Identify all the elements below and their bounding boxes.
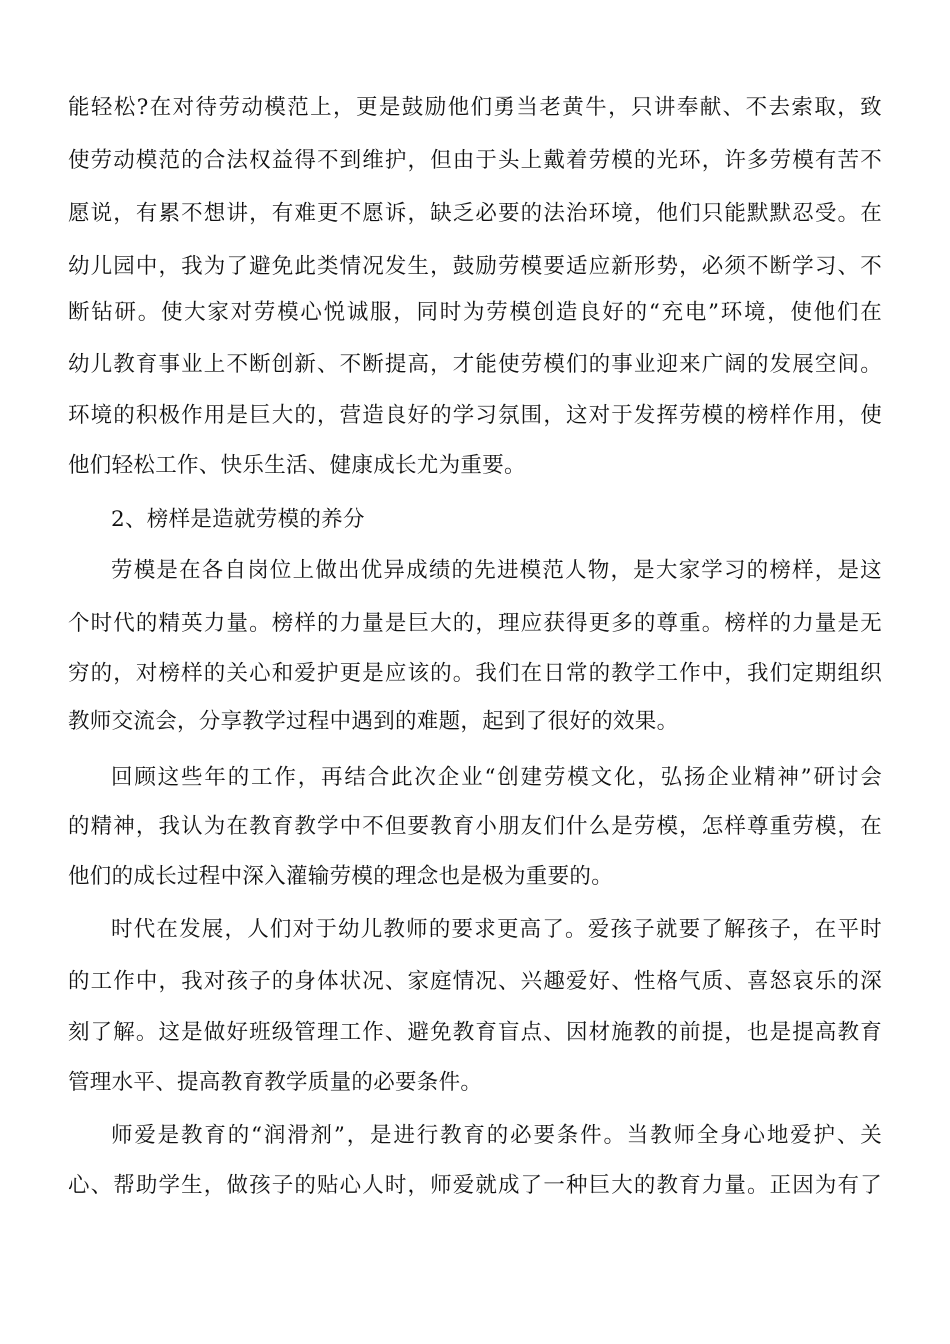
text-line: 幼儿教育事业上不断创新、不断提高，才能使劳模们的事业迎来广阔的发展空间。 xyxy=(68,352,882,377)
text-line: 心、帮助学生，做孩子的贴心人时，师爱就成了一种巨大的教育力量。正因为有了 xyxy=(68,1173,882,1198)
section-heading: 2、榜样是造就劳模的养分 xyxy=(111,507,365,532)
text-line: 的精神，我认为在教育教学中不但要教育小朋友们什么是劳模，怎样尊重劳模，在 xyxy=(68,814,882,839)
text-line: 幼儿园中，我为了避免此类情况发生，鼓励劳模要适应新形势，必须不断学习、不 xyxy=(68,254,882,279)
text-line: 师爱是教育的“润滑剂”，是进行教育的必要条件。当教师全身心地爱护、关 xyxy=(111,1123,882,1148)
text-line: 使劳动模范的合法权益得不到维护，但由于头上戴着劳模的光环，许多劳模有苦不 xyxy=(68,148,882,173)
text-line: 劳模是在各自岗位上做出优异成绩的先进模范人物，是大家学习的榜样，是这 xyxy=(111,558,882,583)
text-line: 时代在发展，人们对于幼儿教师的要求更高了。爱孩子就要了解孩子，在平时 xyxy=(111,917,882,942)
text-line: 穷的，对榜样的关心和爱护更是应该的。我们在日常的教学工作中，我们定期组织 xyxy=(68,661,882,686)
text-line: 刻了解。这是做好班级管理工作、避免教育盲点、因材施教的前提，也是提高教育 xyxy=(68,1020,882,1045)
text-line: 他们的成长过程中深入灌输劳模的理念也是极为重要的。 xyxy=(68,864,614,889)
text-line: 的工作中，我对孩子的身体状况、家庭情况、兴趣爱好、性格气质、喜怒哀乐的深 xyxy=(68,969,882,994)
text-line: 个时代的精英力量。榜样的力量是巨大的，理应获得更多的尊重。榜样的力量是无 xyxy=(68,611,882,636)
text-line: 环境的积极作用是巨大的，营造良好的学习氛围，这对于发挥劳模的榜样作用，使 xyxy=(68,403,882,428)
text-line: 能轻松?在对待劳动模范上，更是鼓励他们勇当老黄牛，只讲奉献、不去索取，致 xyxy=(68,95,882,120)
text-line: 愿说，有累不想讲，有难更不愿诉，缺乏必要的法治环境，他们只能默默忍受。在 xyxy=(68,201,882,226)
text-line: 断钻研。使大家对劳模心悦诚服，同时为劳模创造良好的“充电”环境，使他们在 xyxy=(68,300,882,325)
text-line: 管理水平、提高教育教学质量的必要条件。 xyxy=(68,1070,483,1095)
text-line: 回顾这些年的工作，再结合此次企业“创建劳模文化，弘扬企业精神”研讨会 xyxy=(111,765,882,790)
text-line: 教师交流会，分享教学过程中遇到的难题，起到了很好的效果。 xyxy=(68,709,679,734)
text-line: 他们轻松工作、快乐生活、健康成长尤为重要。 xyxy=(68,453,526,478)
